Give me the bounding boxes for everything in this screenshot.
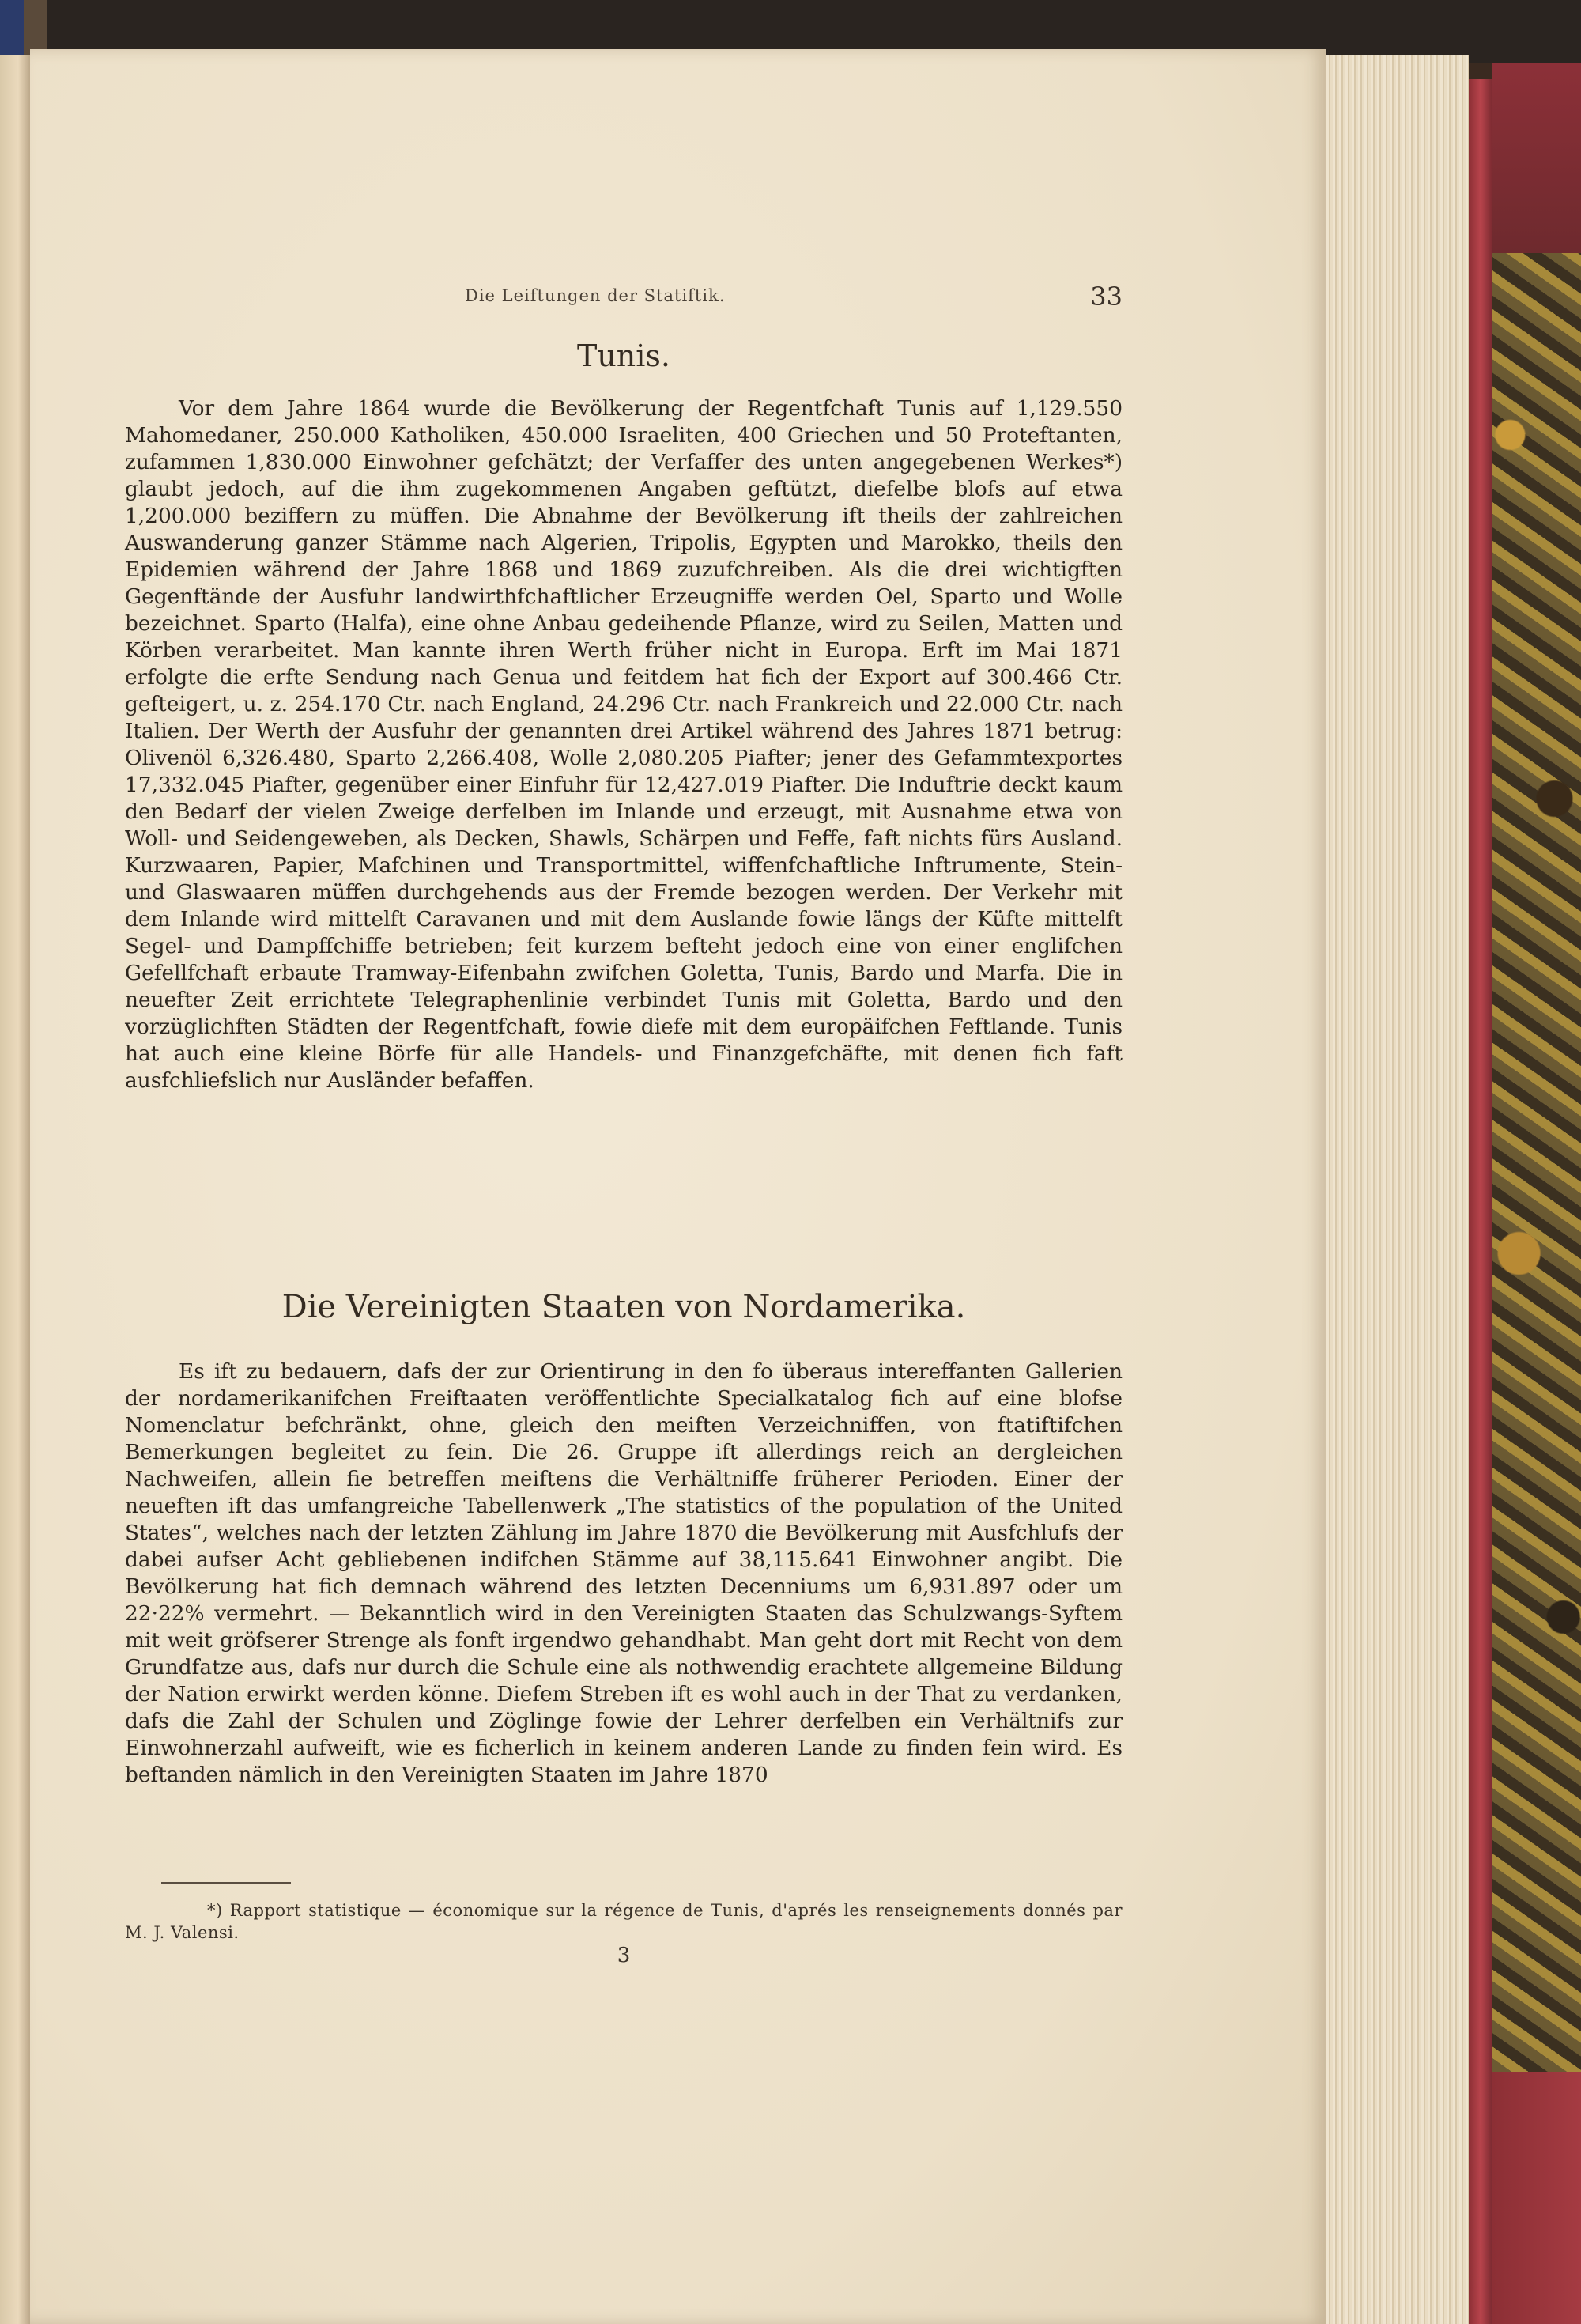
running-head <box>125 282 1123 318</box>
book-cover-top <box>1492 63 1581 253</box>
paragraph-usa: Es ift zu bedauern, dafs der zur Orientirung in den fo überaus intereffanten Gallerien der nordamerikanifchen Freiftaaten veröffentlichte Specialkatalog fich auf eine blofse Nomenclatur befchränkt, ohne, gleich den meiften Verzeichniffen, von ftatiftifchen Bemerkungen begleitet zu fein. Die 26. Gruppe ift allerdings reich an dergleichen Nachweifen, allein fie betreffen meiftens die Verhältniffe früherer Perioden. Einer der neueften ift das umfangreiche Tabellenwerk „The statistics of the population of the United States“, welches nach der letzten Zählung im Jahre 1870 die Bevölkerung mit Ausfchlufs der dabei aufser Acht gebliebenen indifchen Stämme auf 38,115.641 Einwohner angibt. Die Bevölkerung hat fich demnach während des letzten Decenniums um 6,931.897 oder um 22·22% vermehrt. — Bekanntlich wird in den Vereinigten Staaten das Schulzwangs-Syftem mit weit gröfserer Strenge als fonft irgendwo gehandhabt. Man geht dort mit Recht von dem Grundfatze aus, dafs nur durch die Schule eine als nothwendig erachtete allgemeine Bildung der Nation erwirkt werden könne. Diefem Streben ift es wohl auch in der That zu verdanken, dafs die Zahl der Schulen und Zöglinge fowie der Lehrer derfelben ein Verhältnifs zur Einwohnerzahl aufweift, wie es ficherlich in keinem anderen Lande zu finden fein wird. Es beftanden nämlich in den Vereinigten Staaten im Jahre 1870 <box>125 1359 1123 1787</box>
footnote: *) Rapport statistique — économique sur la régence de Tunis, d'aprés les renseignements donnés par M. J. Valensi. <box>125 1901 1123 1942</box>
section-heading-tunis: Tunis. <box>576 338 671 373</box>
footnote-divider <box>161 1882 291 1884</box>
running-head-title: Die Leiftungen der Statiftik. <box>465 286 726 305</box>
page-stack-edge <box>1326 55 1469 2324</box>
book-cover-edge <box>1469 79 1492 2324</box>
signature-mark: 3 <box>617 1944 631 1967</box>
book-page <box>30 49 1326 2324</box>
page-number: 33 <box>1090 282 1123 312</box>
marbled-endpaper <box>1492 253 1581 2072</box>
section-heading-usa: Die Vereinigten Staaten von Nordamerika. <box>281 1289 966 1325</box>
book-cover-bottom <box>1492 2072 1581 2324</box>
previous-page-edge <box>0 55 30 2324</box>
paragraph-tunis: Vor dem Jahre 1864 wurde die Bevölkerung der Regentfchaft Tunis auf 1,129.550 Mahomedaner, 250.000 Katholiken, 450.000 Israeliten, 400 Griechen und 50 Proteftanten, zufammen 1,830.000 Einwohner gefchätzt; der Verfaffer des unten angegebenen Werkes*) glaubt jedoch, auf die ihm zugekommenen Angaben geftützt, diefelbe blofs auf etwa 1,200.000 beziffern zu müffen. Die Abnahme der Bevölkerung ift theils der zahlreichen Auswanderung ganzer Stämme nach Algerien, Tripolis, Egypten und Marokko, theils den Epidemien während der Jahre 1868 und 1869 zuzufchreiben. Als die drei wichtigften Gegenftände der Ausfuhr landwirthfchaftlicher Erzeugniffe werden Oel, Sparto und Wolle bezeichnet. Sparto (Halfa), eine ohne Anbau gedeihende Pflanze, wird zu Seilen, Matten und Körben verarbeitet. Man kannte ihren Werth früher nicht in Europa. Erft im Mai 1871 erfolgte die erfte Sendung nach Genua und feitdem hat fich der Export auf 300.466 Ctr. gefteigert, u. z. 254.170 Ctr. nach England, 24.296 Ctr. nach Frankreich und 22.000 Ctr. nach Italien. Der Werth der Ausfuhr der genannten drei Artikel während des Jahres 1871 betrug: Olivenöl 6,326.480, Sparto 2,266.408, Wolle 2,080.205 Piafter; jener des Gefammtexportes 17,332.045 Piafter, gegenüber einer Einfuhr für 12,427.019 Piafter. Die Induftrie deckt kaum den Bedarf der vielen Zweige derfelben im Inlande und erzeugt, mit Ausnahme etwa von Woll- und Seidengeweben, als Decken, Shawls, Schärpen und Feffe, faft nichts fürs Ausland. Kurzwaaren, Papier, Mafchinen und Transportmittel, wiffenfchaftliche Inftrumente, Stein- und Glaswaaren müffen durchgehends aus der Fremde bezogen werden. Der Verkehr mit dem Inlande wird mittelft Caravanen und mit dem Auslande fowie längs der Küfte mittelft Segel- und Dampffchiffe betrieben; feit kurzem befteht jedoch eine von einer englifchen Gefellfchaft erbaute Tramway-Eifenbahn zwifchen Goletta, Tunis, Bardo und Marfa. Die in neuefter Zeit errichtete Telegraphenlinie verbindet Tunis mit Goletta, Bardo und den vorzüglichften Städten der Regentfchaft, fowie diefe mit dem europäifchen Feftlande. Tunis hat auch eine kleine Börfe für alle Handels- und Finanzgefchäfte, mit denen fich faft ausfchliefslich nur Ausländer befaffen. <box>125 396 1123 1093</box>
